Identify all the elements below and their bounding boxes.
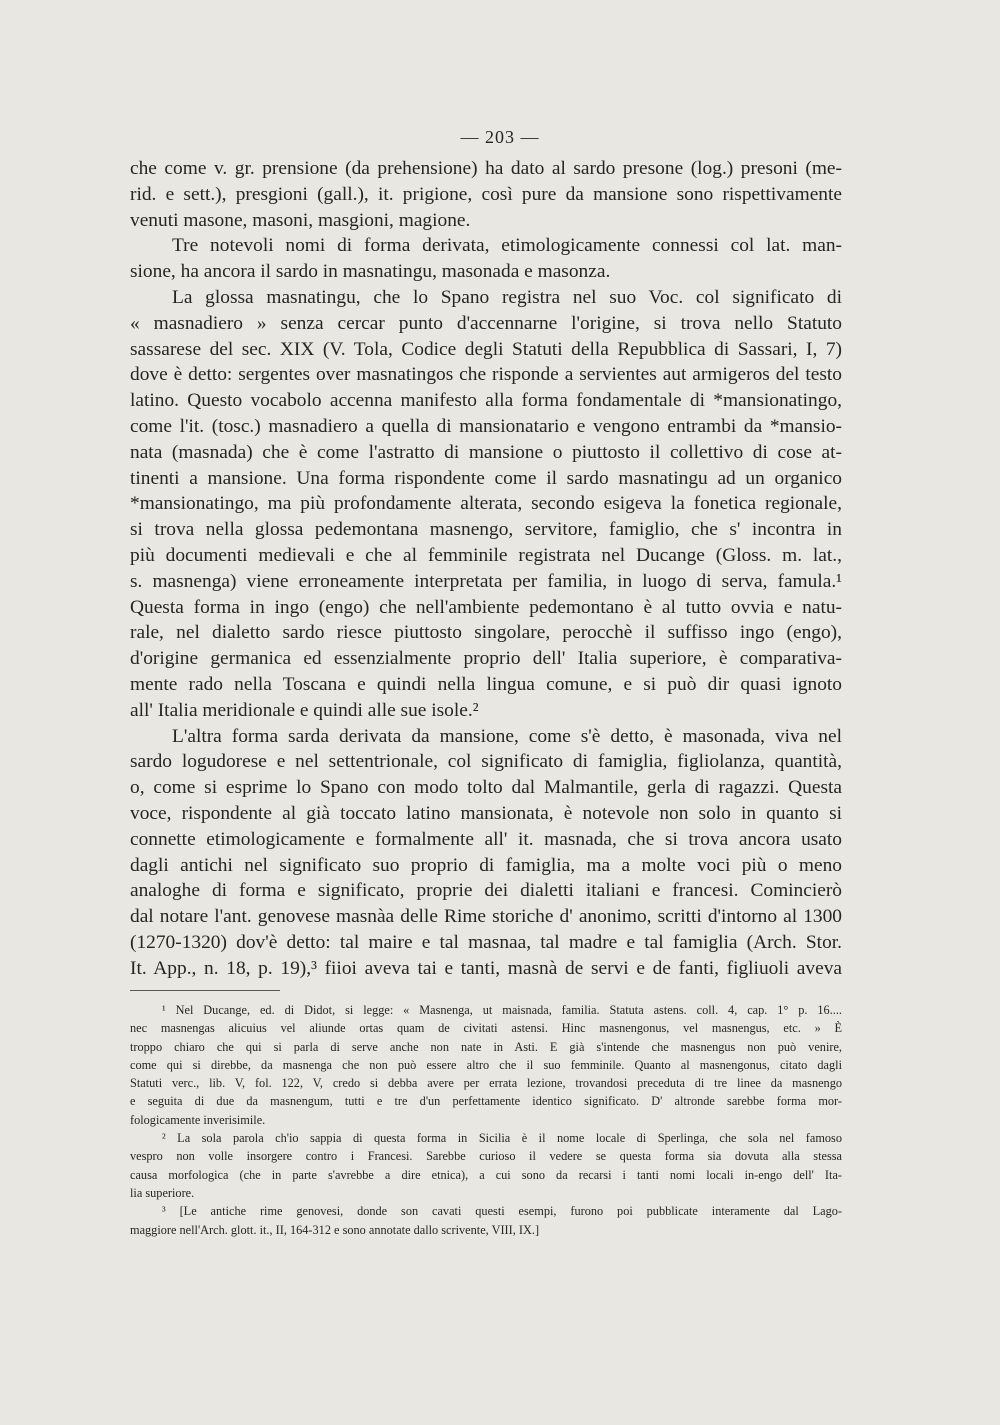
footnote-line: vespro non volle insorgere contro i Francesi. Sarebbe curioso il vedere se questa forma sia dovuta alla stessa [130,1149,842,1164]
text-line: più documenti medievali e che al femminile registrata nel Ducange (Gloss. m. lat., [130,544,842,566]
footnote-line: causa morfologica (che in parte s'avrebbe a dire etnica), a cui sono da recarsi i tanti nomi locali in-engo dell' Ita- [130,1167,842,1182]
text-line: analoghe di forma e significato, proprie dei dialetti italiani e francesi. Comincierò [130,880,842,902]
footnote-line: e seguita di due da masnengum, tutti e tre d'un perfettamente identico significato. D' altronde sarebbe forma mor- [130,1094,842,1109]
text-line: *mansionatingo, ma più profondamente alterata, secondo esigeva la fonetica regionale, [130,493,842,515]
page-number: — 203 — [460,127,540,147]
footnote-line: come qui si direbbe, da masnenga che non può essere altro che il suo femminile. Quanto al masnengonus, citato dagli [130,1057,842,1072]
footnote-divider [130,990,280,991]
text-line: sassarese del sec. XIX (V. Tola, Codice degli Statuti della Repubblica di Sassari, I, 7) [130,338,842,360]
text-line: mente rado nella Toscana e quindi nella lingua comune, e si può dir quasi ignoto [130,673,842,695]
text-line: L'altra forma sarda derivata da mansione, come s'è detto, è masonada, viva nel [172,725,842,747]
footnote-line: troppo chiaro che qui si parla di serve anche non nate in Asti. E già s'intende che masnengus non può venire, [130,1039,842,1054]
footnote-line: lia superiore. [130,1185,195,1200]
text-line: voce, rispondente al già toccato latino mansionata, è notevole non solo in quanto si [130,802,842,824]
footnote-line: fologicamente inverisimile. [130,1112,266,1127]
footnote-line: ¹ Nel Ducange, ed. di Didot, si legge: « Masnenga, ut maisnada, familia. Statuta astens. coll. 4, cap. 1° p. 16.... [162,1003,842,1017]
text-line: si trova nella glossa pedemontana masnengo, servitore, famiglio, che s' incontra in [130,519,842,541]
footnotes [130,1001,842,1239]
footnote-line: nec masnengas alicuius vel aliunde ortas quam de civitati astensi. Hinc masnengonus, vel masnengus, etc. » È [130,1021,842,1036]
text-line: venuti masone, masoni, masgioni, magione. [130,209,471,231]
text-line: rid. e sett.), presgioni (gall.), it. prigione, così pure da mansione sono rispettivamente [130,183,842,205]
text-line: sione, ha ancora il sardo in masnatingu, masonada e masonza. [130,261,611,283]
text-line: latino. Questo vocabolo accenna manifesto alla forma fondamentale di *mansionatingo, [130,390,842,412]
text-line: Tre notevoli nomi di forma derivata, etimologicamente connessi col lat. man- [172,235,842,257]
text-line: connette etimologicamente e formalmente all' it. masnada, che si trova ancora usato [130,828,842,850]
text-line: dal notare l'ant. genovese masnàa delle Rime storiche d' anonimo, scritti d'intorno al 1300 [130,906,842,928]
text-line: d'origine germanica ed essenzialmente proprio dell' Italia superiore, è comparativa- [130,648,842,670]
text-line: dagli antichi nel significato suo proprio di famiglia, ma a molte voci più o meno [130,854,842,876]
text-line: come l'it. (tosc.) masnadiero a quella di mansionatario e vengono entrambi da *mansio- [130,415,842,437]
text-line: rale, nel dialetto sardo riesce piuttosto singolare, perocchè il suffisso ingo (engo), [130,622,842,644]
text-line: tinenti a mansione. Una forma rispondente come il sardo masnatingu ad un organico [130,467,842,489]
footnote-line: Statuti verc., lib. V, fol. 122, V, credo si debba avere per errata lezione, trovandosi preceduta di tre linee da masnengo [130,1076,842,1091]
footnote-line: ² La sola parola ch'io sappia di questa forma in Sicilia è il nome locale di Sperlinga, che sola nel famoso [162,1131,842,1146]
text-line: Questa forma in ingo (engo) che nell'ambiente pedemontano è al tutto ovvia e natu- [130,596,842,618]
text-line: sardo logudorese e nel settentrionale, col significato di famiglia, figliolanza, quantità, [130,751,842,773]
text-line: nata (masnada) che è come l'astratto di mansione o piuttosto il collettivo di cose at- [130,441,842,463]
text-line: It. App., n. 18, p. 19),³ fiioi aveva tai e tanti, masnà de servi e de fanti, figliuoli aveva [130,957,842,979]
footnote-line: maggiore nell'Arch. glott. it., II, 164-312 e sono annotate dallo scrivente, VIII, IX.] [130,1222,540,1237]
text-line: che come v. gr. prensione (da prehensione) ha dato al sardo presone (log.) presoni (me- [130,158,842,179]
text-line: o, come si esprime lo Spano con modo tolto dal Malmantile, gerla di ragazzi. Questa [130,777,842,799]
body-text [130,156,842,982]
text-line: s. masnenga) viene erroneamente interpretata per familia, in luogo di serva, famula.¹ [130,570,842,592]
text-line: « masnadiero » senza cercar punto d'accennarne l'origine, si trova nello Statuto [130,312,842,334]
footnote-line: ³ [Le antiche rime genovesi, donde son cavati questi esempi, furono poi pubblicate interamente dal Lago- [162,1204,842,1219]
text-line: La glossa masnatingu, che lo Spano registra nel suo Voc. col significato di [172,286,842,308]
text-line: (1270-1320) dov'è detto: tal maire e tal masnaa, tal madre e tal famiglia (Arch. Stor. [130,931,842,953]
text-line: dove è detto: sergentes over masnatingos che risponde a servientes aut armigeros del testo [130,364,842,386]
text-line: all' Italia meridionale e quindi alle sue isole.² [130,699,479,721]
